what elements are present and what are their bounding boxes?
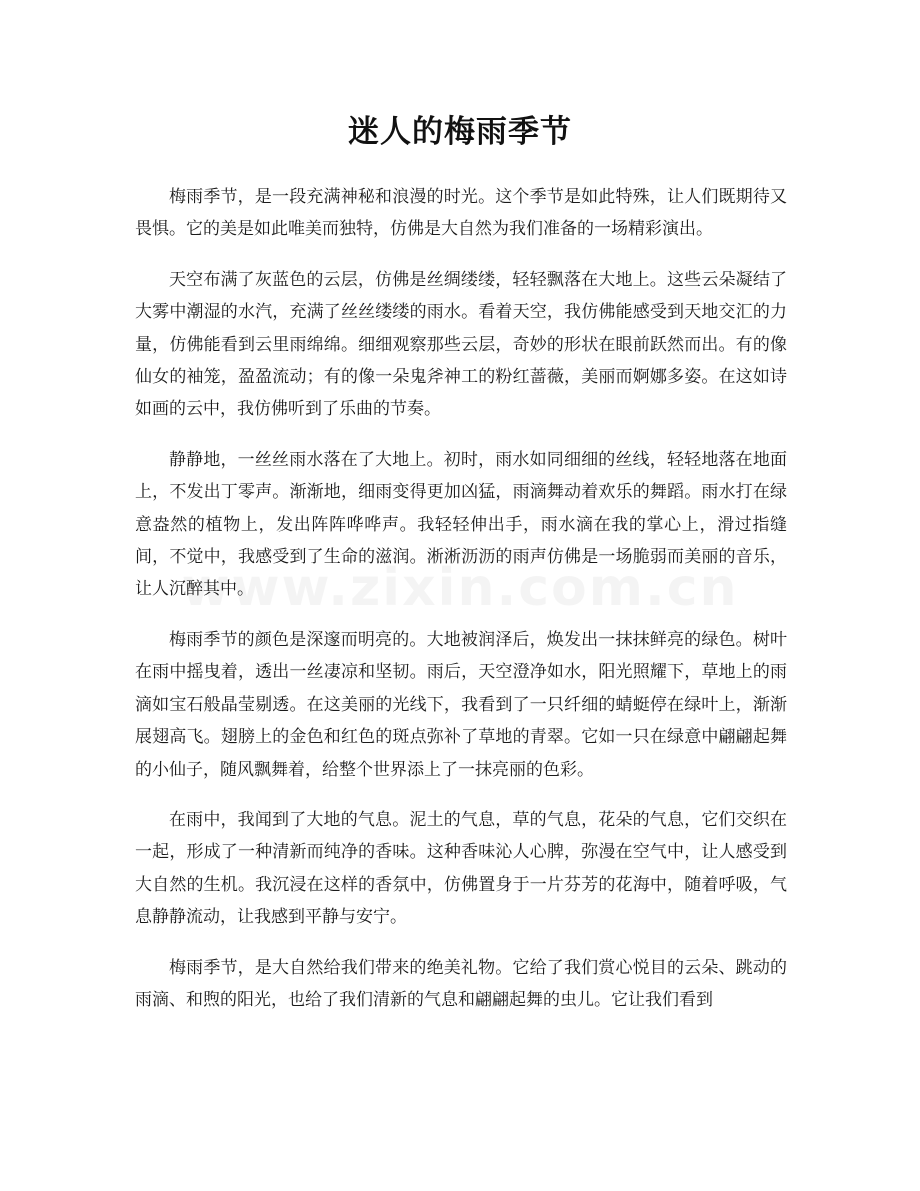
paragraph-6: 梅雨季节，是大自然给我们带来的绝美礼物。它给了我们赏心悦目的云朵、跳动的雨滴、和煦的阳光，也给了我们清新的气息和翩翩起舞的虫儿。它让我们看到 [135,957,787,1010]
document-body [135,181,787,1034]
paragraph-2: 天空布满了灰蓝色的云层，仿佛是丝绸缕缕，轻轻飘落在大地上。这些云朵凝结了大雾中潮湿的水汽，充满了丝丝缕缕的雨水。看着天空，我仿佛能感受到天地交汇的力量，仿佛能看到云里雨绵绵。细细观察那些云层，奇妙的形状在眼前跃然而出。有的像仙女的袖笼，盈盈流动；有的像一朵鬼斧神工的粉红蔷薇，美丽而婀娜多姿。在这如诗如画的云中，我仿佛听到了乐曲的节奏。 [135,269,787,420]
paragraph-1: 梅雨季节，是一段充满神秘和浪漫的时光。这个季节是如此特殊，让人们既期待又畏惧。它的美是如此唯美而独特，仿佛是大自然为我们准备的一场精彩演出。 [135,187,787,240]
paragraph-5: 在雨中，我闻到了大地的气息。泥土的气息，草的气息，花朵的气息，它们交织在一起，形成了一种清新而纯净的香味。这种香味沁人心脾，弥漫在空气中，让人感受到大自然的生机。我沉浸在这样的香氛中，仿佛置身于一片芬芳的花海中，随着呼吸，气息静静流动，让我感到平静与安宁。 [135,809,787,928]
page-title: 迷人的梅雨季节 [348,114,572,150]
paragraph-4: 梅雨季节的颜色是深邃而明亮的。大地被润泽后，焕发出一抹抹鲜亮的绿色。树叶在雨中摇曳着，透出一丝凄凉和坚韧。雨后，天空澄净如水，阳光照耀下，草地上的雨滴如宝石般晶莹剔透。在这美丽的光线下，我看到了一只纤细的蜻蜓停在绿叶上，渐渐展翅高飞。翅膀上的金色和红色的斑点弥补了草地的青翠。它如一只在绿意中翩翩起舞的小仙子，随风飘舞着，给整个世界添上了一抹亮丽的色彩。 [135,629,787,780]
paragraph-3: 静静地，一丝丝雨水落在了大地上。初时，雨水如同细细的丝线，轻轻地落在地面上，不发出丁零声。渐渐地，细雨变得更加凶猛，雨滴舞动着欢乐的舞蹈。雨水打在绿意盎然的植物上，发出阵阵哗哗声。我轻轻伸出手，雨水滴在我的掌心上，滑过指缝间，不觉中，我感受到了生命的滋润。淅淅沥沥的雨声仿佛是一场脆弱而美丽的音乐，让人沉醉其中。 [135,449,787,600]
